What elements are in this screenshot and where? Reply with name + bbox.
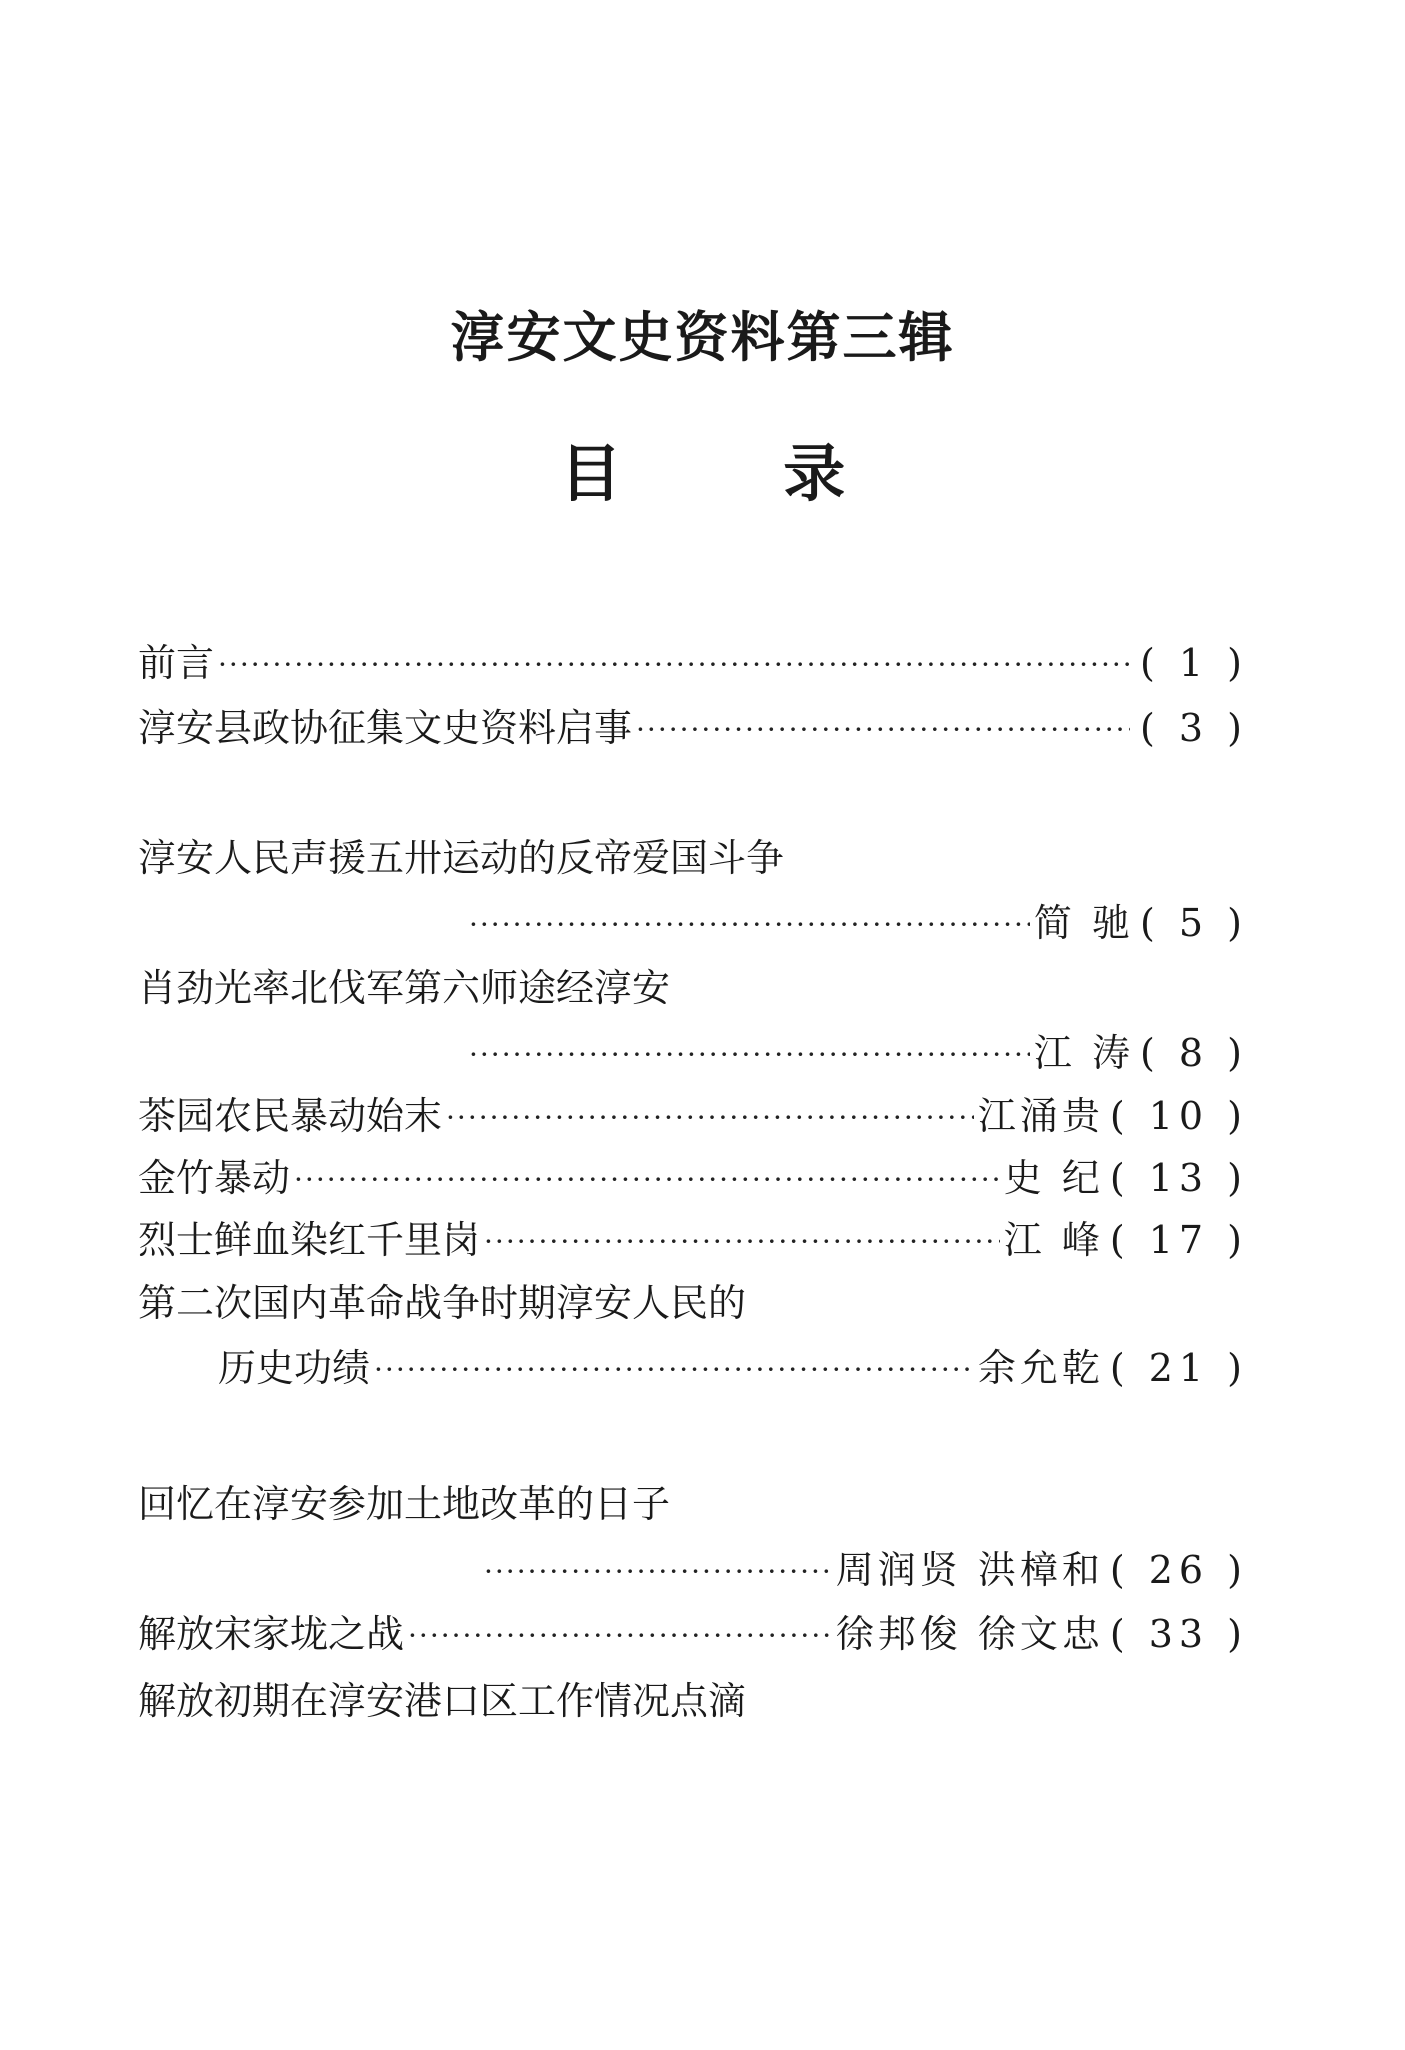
toc-entry-page: ( 33 )	[1109, 1612, 1248, 1656]
toc-entry-title: 肖劲光率北伐军第六师途经淳安	[138, 966, 671, 1010]
toc-entry-title: 金竹暴动	[138, 1156, 291, 1200]
toc-entry-author: 简 驰	[1033, 901, 1134, 945]
toc-entry	[138, 1150, 1248, 1206]
dot-leader	[636, 700, 1130, 756]
toc-entry-author: 周润贤 洪樟和	[835, 1548, 1104, 1592]
toc-entry	[480, 1542, 1248, 1598]
toc-entry-page: ( 13 )	[1109, 1156, 1248, 1200]
toc-entry	[138, 635, 1248, 691]
dot-leader	[484, 1542, 832, 1598]
toc-entry-title-cont: 历史功绩	[218, 1346, 371, 1390]
dot-leader	[218, 635, 1130, 691]
toc-entry-page: ( 5 )	[1140, 901, 1248, 945]
toc-entry	[138, 1088, 1248, 1144]
toc-entry	[465, 895, 1248, 951]
toc-entry-page: ( 26 )	[1109, 1548, 1248, 1592]
toc-entry-page: ( 21 )	[1109, 1346, 1248, 1390]
toc-title: 目 录	[559, 437, 916, 510]
toc-entry-author: 江 峰	[1003, 1218, 1104, 1262]
toc-entry-title: 回忆在淳安参加土地改革的日子	[138, 1482, 671, 1526]
dot-leader	[469, 1025, 1030, 1081]
toc-entry	[465, 1025, 1248, 1081]
toc-entry-author: 江 涛	[1033, 1031, 1134, 1075]
toc-entry	[218, 1340, 1248, 1396]
toc-entry	[138, 1212, 1248, 1268]
toc-entry-title: 淳安县政协征集文史资料启事	[138, 706, 633, 750]
dot-leader	[446, 1088, 974, 1144]
book-title: 淳安文史资料第三辑	[450, 305, 955, 369]
toc-entry	[138, 700, 1248, 756]
toc-entry-author: 江涌贵	[977, 1094, 1104, 1138]
toc-entry-title: 解放宋家垅之战	[138, 1612, 405, 1656]
dot-leader	[294, 1150, 1000, 1206]
toc-entry-author: 余允乾	[977, 1346, 1104, 1390]
toc-entry-title: 烈士鲜血染红千里岗	[138, 1218, 481, 1262]
toc-entry	[138, 1606, 1248, 1662]
dot-leader	[469, 895, 1030, 951]
toc-entry-page: ( 3 )	[1140, 706, 1248, 750]
toc-entry-page: ( 10 )	[1109, 1094, 1248, 1138]
toc-entry-author: 徐邦俊 徐文忠	[835, 1612, 1104, 1656]
toc-entry-title: 第二次国内革命战争时期淳安人民的	[138, 1281, 747, 1325]
toc-entry-page: ( 8 )	[1140, 1031, 1248, 1075]
toc-entry-page: ( 17 )	[1109, 1218, 1248, 1262]
toc-entry-author: 史 纪	[1003, 1156, 1104, 1200]
dot-leader	[484, 1212, 1000, 1268]
dot-leader	[374, 1340, 974, 1396]
toc-entry-title: 前言	[138, 641, 215, 685]
toc-entry-title: 解放初期在淳安港口区工作情况点滴	[138, 1679, 747, 1723]
dot-leader	[408, 1606, 832, 1662]
toc-entry-title: 淳安人民声援五卅运动的反帝爱国斗争	[138, 836, 785, 880]
toc-entry-page: ( 1 )	[1140, 641, 1248, 685]
toc-entry-title: 茶园农民暴动始末	[138, 1094, 443, 1138]
